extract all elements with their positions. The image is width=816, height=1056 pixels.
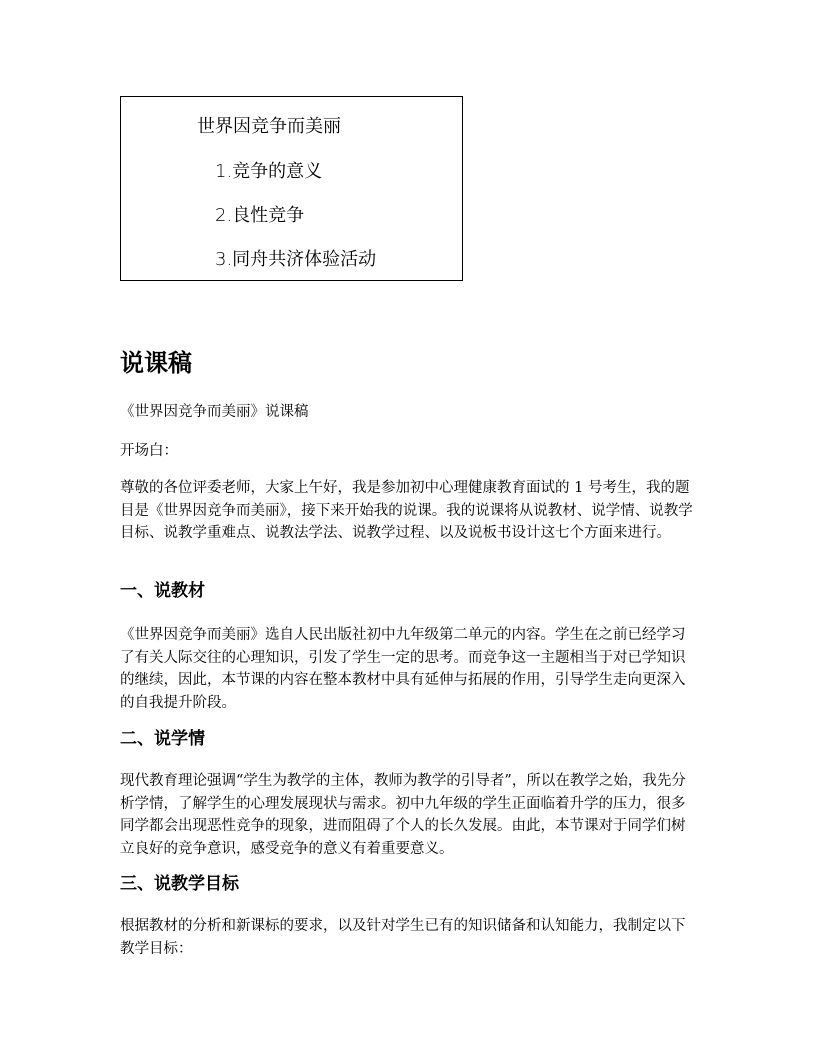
opening-label: 开场白： [120,443,178,459]
section-body-students: 现代教育理论强调“学生为教学的主体，教师为教学的引导者”，所以在教学之始，我先分析学情，了解学生的心理发展现状与需求。初中九年级的学生正面临着升学的压力，很多同学都会出现恶性竞争的现象，进而阻碍了个人的长久发展。由此，本节课对于同学们树立良好的竞争意识，感受竞争的意义有着重要意义。 [120,773,686,858]
board-item: 1.竞争的意义 [215,161,323,182]
board-title: 世界因竞争而美丽 [197,116,341,137]
section-body-objectives: 根据教材的分析和新课标的要求，以及针对学生已有的知识储备和认知能力，我制定以下教学目标： [120,918,686,957]
section-heading-textbook: 一、说教材 [120,581,205,601]
document-subtitle: 《世界因竞争而美丽》说课稿 [120,404,309,420]
intro-paragraph: 尊敬的各位评委老师，大家上午好，我是参加初中心理健康教育面试的 1 号考生，我的题目是《世界因竞争而美丽》，接下来开始我的说课。我的说课将从说教材、说学情、说教学目标、说教学重难点、说教法学法、说教学过程、以及说板书设计这七个方面来进行。 [120,480,693,542]
board-item: 2.良性竞争 [215,205,305,226]
blackboard-design-box [120,96,463,281]
section-heading-objectives: 三、说教学目标 [120,874,239,894]
board-item: 3.同舟共济体验活动 [215,249,377,270]
section-heading-students: 二、说学情 [120,729,205,749]
document-title: 说课稿 [120,349,192,377]
section-body-textbook: 《世界因竞争而美丽》选自人民出版社初中九年级第二单元的内容。学生在之前已经学习了有关人际交往的心理知识，引发了学生一定的思考。而竞争这一主题相当于对已学知识的继续，因此，本节课的内容在整本教材中具有延伸与拓展的作用，引导学生走向更深入的自我提升阶段。 [120,627,686,712]
